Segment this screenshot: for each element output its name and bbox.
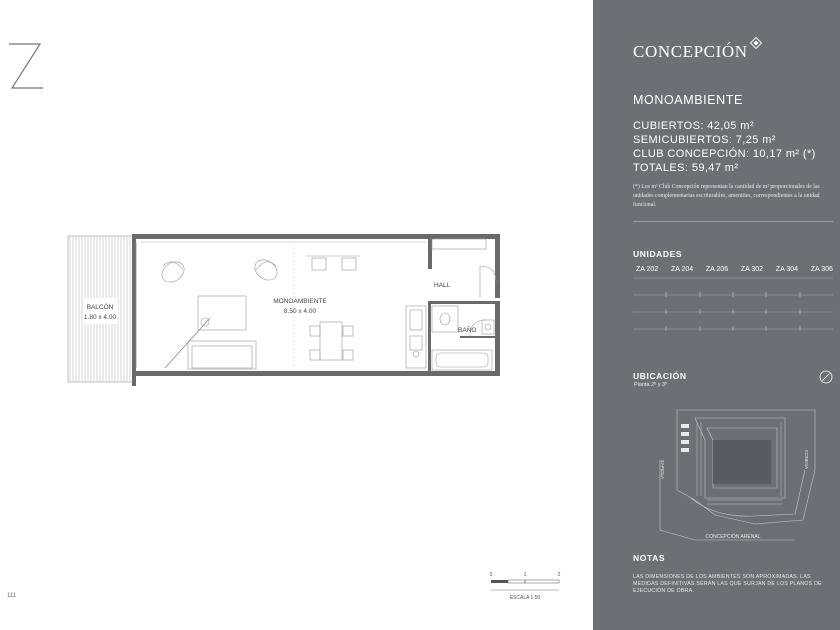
area-totales: TOTALES: 59,47 m²	[633, 162, 739, 174]
diamond-icon	[750, 37, 762, 49]
site-location-map	[655, 400, 820, 545]
unit-cell: ZA 204	[670, 266, 694, 273]
notas-text: LAS DIMENSIONES DE LOS AMBIENTES SON APROXIMADAS. LAS MEDIDAS DEFINITIVAS SERÁN LAS QUE SURJAN DE LOS PLANOS DE EJECUCIÓN DE OBRA.	[633, 574, 822, 594]
area-semicubiertos: SEMICUBIERTOS: 7,25 m²	[633, 134, 776, 146]
divider	[633, 221, 833, 222]
scale-bar	[487, 568, 565, 608]
scale-tick-2: 2	[557, 572, 561, 578]
unit-cell: ZA 304	[775, 266, 798, 273]
balcony-label: BALCÓN	[86, 304, 114, 311]
area-club: CLUB CONCEPCIÓN: 10,17 m² (*)	[633, 148, 816, 160]
scale-tick-0: 0	[489, 572, 493, 578]
street-bottom: CONCEPCIÓN ARENAL	[705, 534, 761, 540]
unit-cell: ZA 302	[740, 266, 764, 273]
bath-label: BAÑO	[458, 327, 477, 334]
units-title: UNIDADES	[633, 249, 683, 259]
unit-cell: ZA 202	[636, 266, 659, 273]
page-number: 111	[7, 593, 17, 599]
street-right: CONESA	[804, 450, 809, 470]
unit-cell: ZA 206	[705, 266, 729, 273]
north-arrow-icon	[819, 370, 833, 384]
ubicacion-subtitle: Planta 2º y 3º	[634, 382, 668, 388]
area-cubiertos: CUBIERTOS: 42,05 m²	[633, 120, 754, 132]
kitchen	[406, 306, 426, 368]
unit-type-title: MONOAMBIENTE	[633, 93, 743, 107]
scale-tick-1: 1	[523, 572, 527, 578]
notas-title: NOTAS	[633, 553, 666, 563]
balcony-area	[68, 236, 134, 382]
ubicacion-title: UBICACIÓN	[633, 371, 687, 381]
units-table-grid	[633, 276, 833, 332]
units-header	[633, 266, 833, 273]
furniture	[158, 244, 360, 369]
room-label: MONOAMBIENTE	[273, 298, 327, 305]
room-dims: 8.50 x 4.00	[283, 308, 317, 315]
unit-cell: ZA 306	[810, 266, 833, 273]
area-list	[633, 119, 816, 175]
z-logo-icon	[6, 38, 46, 94]
street-left: ZAPIOLA	[660, 460, 665, 480]
area-footnote: (*) Los m² Club Concepción representan la cantidad de m² proporcionales de las unidades complementarias escriturables, amenities, correspondientes a la unidad funcional.	[633, 184, 820, 208]
hall-label: HALL	[434, 282, 451, 289]
brand-logo: CONCEPCIÓN	[633, 42, 748, 61]
floor-plan	[60, 226, 500, 396]
balcony-dims: 1.80 x 4.00	[83, 314, 117, 321]
scale-label: ESCALA 1:50	[509, 595, 541, 601]
